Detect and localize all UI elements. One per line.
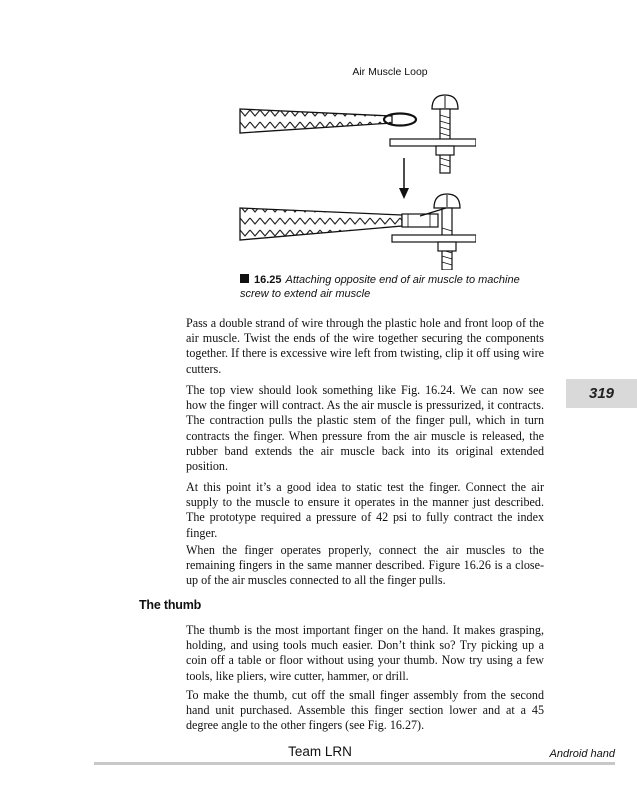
figure-caption	[240, 274, 530, 301]
machine-screw-top	[390, 95, 476, 173]
plate-top	[390, 139, 476, 146]
nut-top	[436, 146, 454, 155]
caption-square-icon	[240, 274, 249, 283]
page-number: 319	[588, 385, 615, 402]
footer-rule	[94, 762, 615, 765]
nut-bottom	[438, 242, 456, 251]
running-footer: Android hand	[549, 748, 615, 760]
section-heading: The thumb	[139, 598, 202, 612]
paragraph-2: The top view should look something like Fig. 16.24. We can now see how the finger will contract. As the air muscle is pressurized, it contracts. The contraction pulls the plastic stem of the finger pull, which in turn contracts the finger. When pressure from the air muscle is released, the rubber band extends the air muscle back into its original extended position.	[186, 383, 544, 474]
air-muscle-loop-diagram	[236, 90, 476, 270]
paragraph-3: At this point it’s a good idea to static test the finger. Connect the air supply to the muscle to ensure it operates in the manner just described. The prototype required a pressure of 42 psi to fully contract the index finger.	[186, 480, 544, 540]
thumb-paragraph-1: The thumb is the most important finger on the hand. It makes grasping, holding, and using tools much easier. Don’t think so? Try picking up a coin off a table or floor without using your thumb. Now try using a few tools, like pliers, wire cutter, hammer, or drill.	[186, 623, 544, 683]
page-number-tab	[566, 379, 637, 408]
plate-bottom	[392, 235, 476, 242]
down-arrow	[399, 158, 409, 199]
paragraph-1: Pass a double strand of wire through the plastic hole and front loop of the air muscle. Twist the ends of the wire together securing the components together. If there is excessive wire left from twisting, clip it off using wire cutters.	[186, 316, 544, 376]
thumb-paragraph-2: To make the thumb, cut off the small finger assembly from the second hand unit purchased. Assemble this finger section lower and at a 45 degree angle to the other fingers (see Fig. 16.27).	[186, 688, 544, 733]
paragraph-4: When the finger operates properly, connect the air muscles to the remaining fingers in the same manner described. Figure 16.26 is a close-up of the air muscles connected to all the finger pulls.	[186, 543, 544, 588]
figure-number: 16.25	[254, 274, 282, 286]
machine-screw-bottom	[392, 194, 476, 270]
figure-caption-text: Attaching opposite end of air muscle to machine screw to extend air muscle	[240, 274, 520, 300]
figure-title: Air Muscle Loop	[352, 66, 428, 78]
air-muscle-top	[240, 109, 416, 133]
footer-center-text: Team LRN	[288, 744, 352, 759]
